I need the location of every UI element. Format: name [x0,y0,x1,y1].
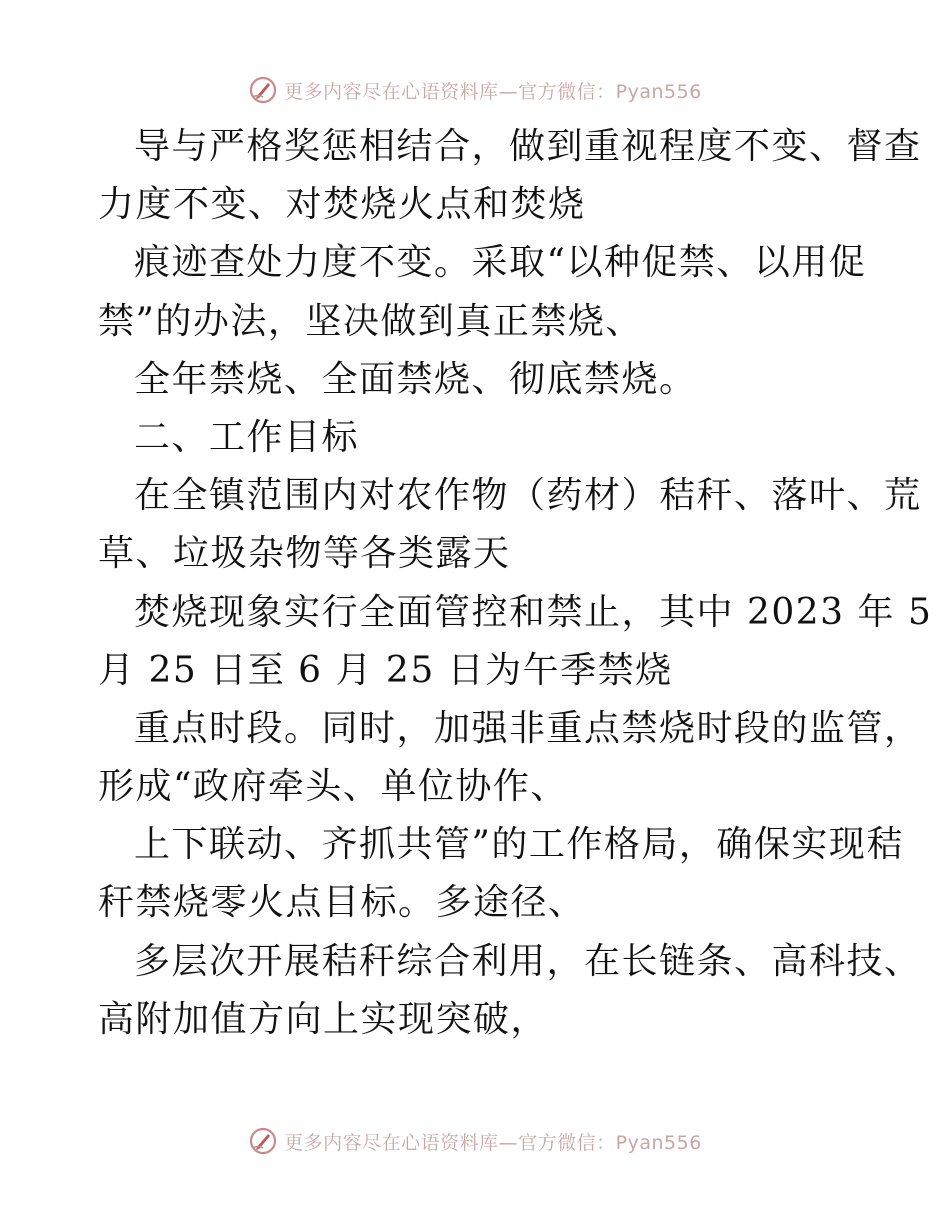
text-line: 月 25 日至 6 月 25 日为午季禁烧 [98,649,673,691]
text-line: 焚烧现象实行全面管控和禁止，其中 2023 年 5 [134,591,933,633]
text-line: 禁”的办法，坚决做到真正禁烧、 [98,300,643,342]
text-line: 痕迹查处力度不变。采取“以种促禁、以用促 [134,242,867,284]
text-line: 上下联动、齐抓共管”的工作格局，确保实现秸 [134,824,904,866]
text-line: 二、工作目标 [134,416,360,458]
text-line: 力度不变、对焚烧火点和焚烧 [98,184,586,226]
footer-watermark [0,1121,950,1161]
header-watermark [0,70,950,110]
watermark-text: 更多内容尽在心语资料库—官方微信：Pyan556 [284,80,702,103]
text-line: 全年禁烧、全面禁烧、彻底禁烧。 [134,358,697,400]
text-line: 在全镇范围内对农作物（药材）秸秆、落叶、荒 [134,475,922,517]
text-line: 秆禁烧零火点目标。多途径、 [98,882,586,924]
text-line: 形成“政府牵头、单位协作、 [98,766,568,808]
text-line: 草、垃圾杂物等各类露天 [98,533,511,575]
document-body [98,118,933,1049]
text-line: 导与严格奖惩相结合，做到重视程度不变、督查 [134,126,922,167]
quill-pen-logo-icon [248,75,278,105]
text-line: 多层次开展秸秆综合利用，在长链条、高科技、 [134,940,922,982]
quill-pen-logo-icon [248,1126,278,1156]
text-line: 高附加值方向上实现突破， [98,998,549,1040]
text-line: 重点时段。同时，加强非重点禁烧时段的监管， [134,707,922,749]
watermark-text: 更多内容尽在心语资料库—官方微信：Pyan556 [284,1131,702,1154]
